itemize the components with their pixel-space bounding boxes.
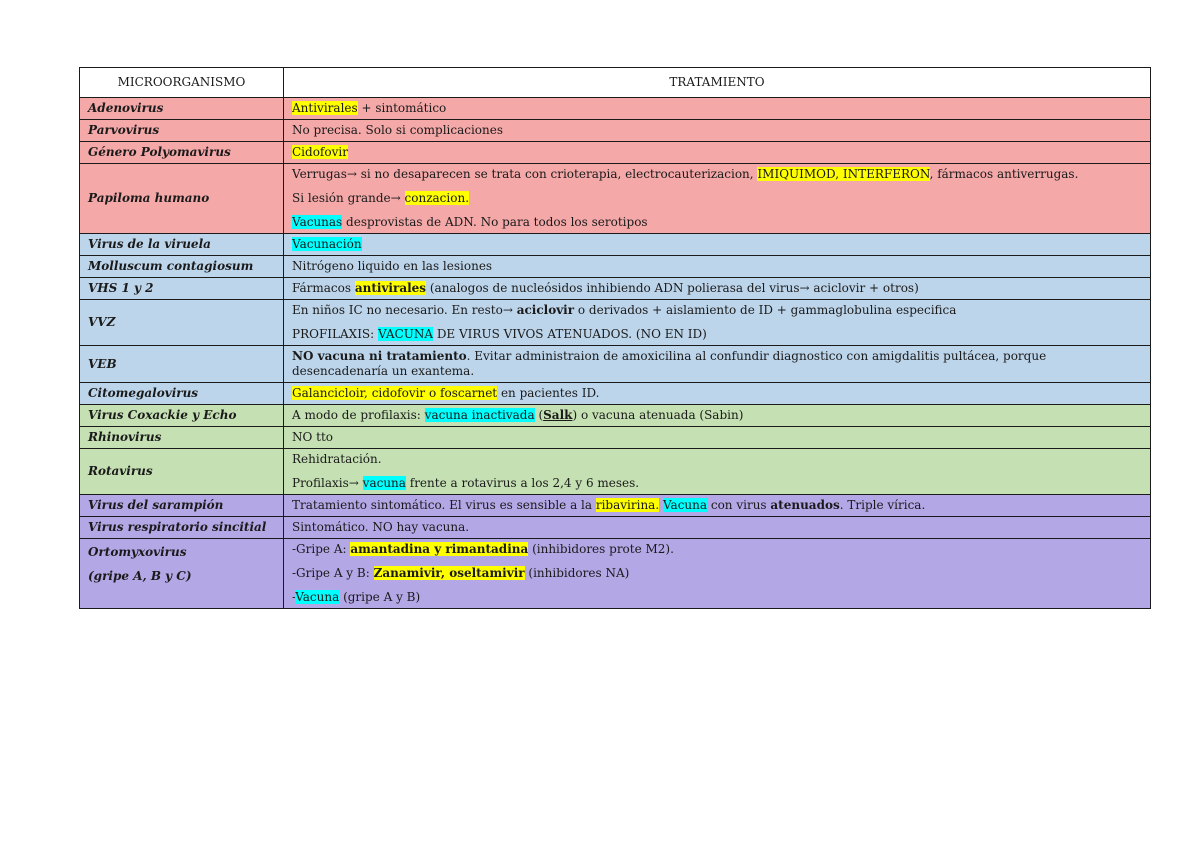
- highlighted-text: Vacunación: [292, 237, 362, 251]
- treatment-text: NO tto: [292, 430, 334, 444]
- treatment-paragraph: [292, 215, 1142, 230]
- treatment-cell: [284, 383, 1151, 405]
- treatment-text: -: [292, 590, 296, 604]
- treatment-text: (gripe A y B): [339, 590, 421, 604]
- table-row: [80, 120, 1151, 142]
- treatment-text: desprovistas de ADN. No para todos los serotipos: [342, 215, 648, 229]
- microorganism-cell: [80, 539, 284, 609]
- treatment-cell: [284, 427, 1151, 449]
- table-row: [80, 98, 1151, 120]
- highlighted-text: vacuna inactivada: [424, 408, 535, 422]
- header-microorganismo: MICROORGANISMO: [80, 68, 284, 98]
- treatment-paragraph: [292, 452, 1142, 467]
- treatment-text: (inhibidores prote M2).: [528, 542, 674, 556]
- treatment-text: -Gripe A:: [292, 542, 351, 556]
- treatment-cell: [284, 449, 1151, 495]
- table-row: [80, 405, 1151, 427]
- microorganism-cell: VHS 1 y 2: [80, 278, 284, 300]
- table-row: [80, 346, 1151, 383]
- table-row: [80, 427, 1151, 449]
- table-row: [80, 256, 1151, 278]
- treatment-text: aciclovir: [516, 303, 575, 317]
- treatment-text: Salk: [543, 408, 573, 422]
- treatment-text: Rehidratación.: [292, 452, 382, 466]
- treatment-text: + sintomático: [357, 101, 447, 115]
- treatment-text: frente a rotavirus a los 2,4 y 6 meses.: [405, 476, 640, 490]
- treatment-text: Verrugas→ si no desaparecen se trata con crioterapia, electrocauterizacion,: [292, 167, 758, 181]
- treatment-text: NO vacuna ni tratamiento: [292, 349, 467, 363]
- treatment-cell: [284, 164, 1151, 234]
- highlighted-text: IMIQUIMOD, INTERFERON: [757, 167, 930, 181]
- microorganism-cell: Papiloma humano: [80, 164, 284, 234]
- treatment-cell: [284, 278, 1151, 300]
- treatment-paragraph: [292, 191, 1142, 206]
- treatment-text: Si lesión grande→: [292, 191, 405, 205]
- highlighted-text: VACUNA: [378, 327, 433, 341]
- treatment-cell: [284, 346, 1151, 383]
- treatment-text: Profilaxis→: [292, 476, 363, 490]
- microorganism-cell: Adenovirus: [80, 98, 284, 120]
- treatment-paragraph: [292, 566, 1142, 581]
- highlighted-text: antivirales: [354, 281, 427, 295]
- highlighted-text: vacuna: [362, 476, 406, 490]
- treatment-paragraph: [292, 542, 1142, 557]
- treatment-text: atenuados: [770, 498, 840, 512]
- treatment-text: ) o vacuna atenuada (Sabin): [572, 408, 744, 422]
- treatment-paragraph: [292, 123, 1142, 138]
- treatment-cell: [284, 300, 1151, 346]
- table-row: [80, 300, 1151, 346]
- microorganism-cell: VVZ: [80, 300, 284, 346]
- treatment-paragraph: [292, 281, 1142, 296]
- treatment-paragraph: [292, 259, 1142, 274]
- treatment-paragraph: [292, 101, 1142, 116]
- treatment-cell: [284, 256, 1151, 278]
- microorganism-cell: Citomegalovirus: [80, 383, 284, 405]
- header-tratamiento: TRATAMIENTO: [284, 68, 1151, 98]
- treatment-paragraph: [292, 145, 1142, 160]
- treatment-text: Tratamiento sintomático. El virus es sensible a la: [292, 498, 596, 512]
- highlighted-text: Vacunas: [292, 215, 343, 229]
- treatment-text: Sintomático. NO hay vacuna.: [292, 520, 470, 534]
- treatment-cell: [284, 495, 1151, 517]
- treatment-paragraph: [292, 386, 1142, 401]
- microorganism-cell: Virus del sarampión: [80, 495, 284, 517]
- treatment-text: con virus: [707, 498, 771, 512]
- highlighted-text: Antivirales: [292, 101, 358, 115]
- treatment-text: -Gripe A y B:: [292, 566, 374, 580]
- microorganism-cell: Género Polyomavirus: [80, 142, 284, 164]
- treatment-paragraph: [292, 476, 1142, 491]
- highlighted-text: conzacion.: [404, 191, 470, 205]
- treatment-text: en pacientes ID.: [497, 386, 600, 400]
- treatment-paragraph: [292, 349, 1142, 379]
- treatment-text: . Evitar administraion de amoxicilina al confundir diagnostico con amigdalitis pultácea, porque desencadenaría un exantema.: [292, 349, 1047, 378]
- treatment-paragraph: [292, 237, 1142, 252]
- table-row: [80, 517, 1151, 539]
- treatment-text: No precisa. Solo si complicaciones: [292, 123, 504, 137]
- highlighted-text: amantadina y rimantadina: [350, 542, 529, 556]
- treatment-paragraph: [292, 590, 1142, 605]
- treatment-cell: [284, 142, 1151, 164]
- table-row: [80, 142, 1151, 164]
- treatment-paragraph: [292, 498, 1142, 513]
- treatment-paragraph: [292, 327, 1142, 342]
- treatment-cell: [284, 98, 1151, 120]
- highlighted-text: ribavirina.: [595, 498, 660, 512]
- table-row: [80, 278, 1151, 300]
- microorganism-cell: Virus de la viruela: [80, 234, 284, 256]
- treatment-text: DE VIRUS VIVOS ATENUADOS. (NO EN ID): [433, 327, 707, 341]
- microorganism-cell: Virus Coxackie y Echo: [80, 405, 284, 427]
- treatment-text: . Triple vírica.: [839, 498, 926, 512]
- treatment-cell: [284, 405, 1151, 427]
- microorganism-name: Ortomyxovirus: [88, 545, 187, 559]
- treatment-paragraph: [292, 430, 1142, 445]
- treatment-text: (: [534, 408, 544, 422]
- treatment-paragraph: [292, 520, 1142, 535]
- treatment-paragraph: [292, 303, 1142, 318]
- microorganism-cell: Parvovirus: [80, 120, 284, 142]
- treatment-text: Nitrógeno liquido en las lesiones: [292, 259, 493, 273]
- microorganism-cell: Rhinovirus: [80, 427, 284, 449]
- treatment-text: PROFILAXIS:: [292, 327, 379, 341]
- treatment-text: , fármacos antiverrugas.: [929, 167, 1079, 181]
- highlighted-text: Galancicloir, cidofovir o foscarnet: [292, 386, 498, 400]
- highlighted-text: Vacuna: [662, 498, 708, 512]
- treatment-cell: [284, 120, 1151, 142]
- header-row: [80, 68, 1151, 98]
- table-row: [80, 449, 1151, 495]
- microorganism-cell: Rotavirus: [80, 449, 284, 495]
- treatment-cell: [284, 539, 1151, 609]
- microorganism-cell: Virus respiratorio sincitial: [80, 517, 284, 539]
- treatment-text: A modo de profilaxis:: [292, 408, 425, 422]
- table-row: [80, 234, 1151, 256]
- table-row: [80, 164, 1151, 234]
- treatment-cell: [284, 234, 1151, 256]
- treatment-text: En niños IC no necesario. En resto→: [292, 303, 517, 317]
- table-row: [80, 495, 1151, 517]
- treatment-text: (inhibidores NA): [524, 566, 630, 580]
- treatment-text: o derivados + aislamiento de ID + gammaglobulina especifica: [574, 303, 957, 317]
- microorganism-cell: Molluscum contagiosum: [80, 256, 284, 278]
- table-row: [80, 383, 1151, 405]
- treatment-text: (analogos de nucleósidos inhibiendo ADN polierasa del virus→ aciclovir + otros): [426, 281, 919, 295]
- highlighted-text: Cidofovir: [292, 145, 348, 159]
- treatment-table: [79, 67, 1151, 609]
- table-row: [80, 539, 1151, 609]
- treatment-paragraph: [292, 408, 1142, 423]
- microorganism-cell: VEB: [80, 346, 284, 383]
- treatment-paragraph: [292, 167, 1142, 182]
- highlighted-text: Zanamivir, oseltamivir: [373, 566, 525, 580]
- treatment-cell: [284, 517, 1151, 539]
- treatment-text: Fármacos: [292, 281, 355, 295]
- highlighted-text: Vacuna: [295, 590, 340, 604]
- microorganism-subtitle: (gripe A, B y C): [88, 569, 192, 583]
